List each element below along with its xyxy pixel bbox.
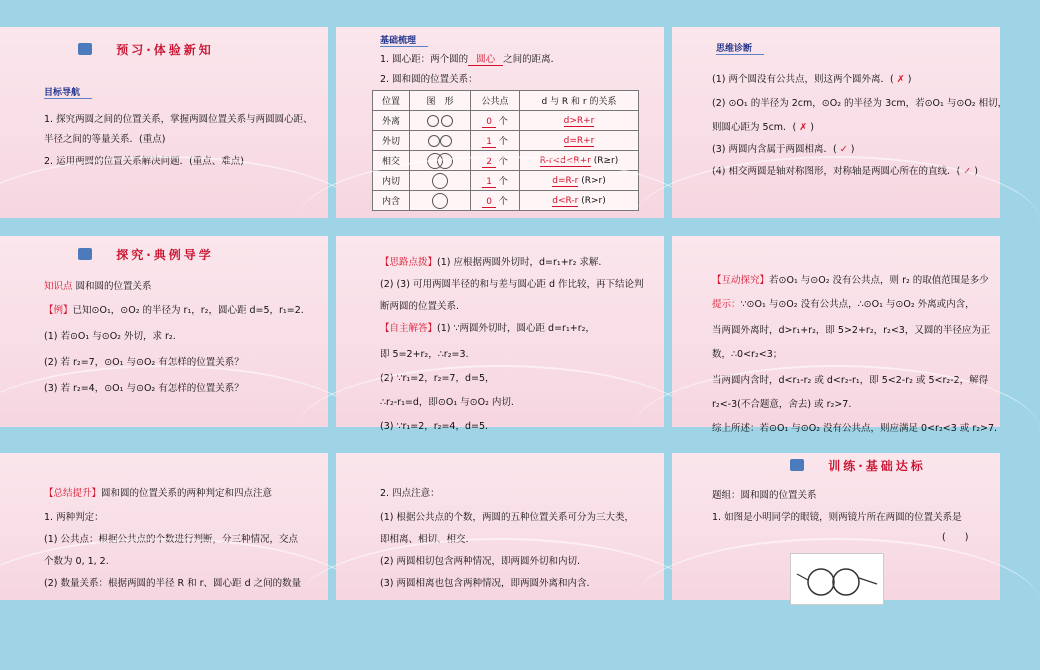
check-mark-icon: ✓ — [963, 166, 972, 177]
slide-basic-review — [336, 27, 664, 218]
text-part: 圆和圆的位置关系的两种判定和四点注意 — [101, 488, 273, 499]
answer-label: 【自主解答】 — [380, 323, 438, 334]
table-cell — [471, 171, 520, 191]
text-line: 当两圆内含时，d<r₁-r₂ 或 d<r₂-r₁，即 5<2-r₂ 或 5<r₂-2，解得 — [712, 375, 989, 386]
figure-external-tangent-icon — [410, 131, 471, 151]
table-cell — [520, 171, 639, 191]
answer-blank: 1 — [482, 137, 496, 148]
text-part: (4) 相交两圆是轴对称图形，对称轴是两圆心所在的直线．( — [712, 166, 961, 177]
text-line — [44, 487, 272, 501]
table-cell: 外切 — [373, 131, 410, 151]
table-cell — [520, 191, 639, 211]
answer-blank: 2 — [482, 157, 496, 168]
slide-banner: 训练·基础达标 — [802, 457, 952, 475]
text-line: 2. 圆和圆的位置关系： — [380, 74, 478, 85]
interactive-label: 【互动探究】 — [712, 275, 770, 286]
slide-banner: 探究·典例导学 — [90, 246, 240, 264]
table-row — [373, 191, 639, 211]
basic-review-tag: 基础梳理 — [380, 33, 428, 47]
text-part: 若⊙O₁ 与⊙O₂ 没有公共点，则 r₂ 的取值范围是多少 — [769, 275, 989, 286]
condition: (R>r) — [581, 175, 606, 186]
text-line: (1) 若⊙O₁ 与⊙O₂ 外切，求 r₂. — [44, 331, 176, 342]
glasses-picture — [790, 553, 884, 605]
text-line — [712, 165, 978, 179]
text-line: 即 5=2+r₂，∴r₂=3. — [380, 349, 469, 360]
table-cell: 外离 — [373, 111, 410, 131]
text-line — [44, 280, 152, 294]
hint-label: 提示： — [712, 299, 741, 310]
table-cell — [520, 151, 639, 171]
unit: 个 — [498, 137, 508, 147]
text-line: 半径之间的等量关系．(重点) — [44, 134, 166, 145]
text-line: (2) ⊙O₁ 的半径为 2cm，⊙O₂ 的半径为 3cm，若⊙O₁ 与⊙O₂ 相切， — [712, 98, 1008, 109]
text-part: 圆和圆的位置关系 — [75, 281, 152, 292]
text-line: (2) 数量关系：根据两圆的半径 R 和 r、圆心距 d 之间的数量 — [44, 578, 302, 589]
answer-blank: 0 — [482, 117, 496, 128]
table-cell: 内含 — [373, 191, 410, 211]
text-line: (1) 根据公共点的个数，两圆的五种位置关系可分为三大类， — [380, 512, 634, 523]
text-part: ) — [810, 122, 814, 133]
slide-banner: 预习·体验新知 — [90, 41, 240, 59]
text-line: (1) 公共点：根据公共点的个数进行判断，分三种情况，交点 — [44, 534, 298, 545]
text-line: 个数为 0, 1, 2. — [44, 556, 109, 567]
table-cell — [471, 191, 520, 211]
answer-blank: d<R-r — [552, 195, 579, 206]
answer-blank: R-r<d<R+r — [539, 155, 591, 166]
text-part: ) — [907, 74, 912, 85]
text-line: 当两圆外离时，d>r₁+r₂，即 5>2+r₂，r₂<3，又圆的半径应为正 — [712, 325, 991, 336]
text-line: ∴r₂-r₁=d，即⊙O₁ 与⊙O₂ 内切. — [380, 397, 514, 408]
table-row — [373, 131, 639, 151]
text-part: ∵⊙O₁ 与⊙O₂ 没有公共点，∴⊙O₁ 与⊙O₂ 外离或内含， — [740, 299, 975, 310]
figure-internal-tangent-icon — [410, 171, 471, 191]
table-header: 位置 — [373, 91, 410, 111]
position-table — [372, 90, 639, 211]
text-line: 综上所述：若⊙O₁ 与⊙O₂ 没有公共点，则应满足 0<r₂<3 或 r₂>7. — [712, 423, 998, 434]
unit: 个 — [498, 117, 508, 127]
unit: 个 — [498, 197, 508, 207]
cross-mark-icon: ✗ — [799, 122, 808, 133]
diagnosis-tag: 思维诊断 — [716, 41, 764, 55]
table-header-row — [373, 91, 639, 111]
text-part: (3) 两圆内含属于两圆相离．( — [712, 144, 837, 155]
text-line: 即相离、相切、相交. — [380, 534, 469, 545]
text-line — [380, 256, 601, 270]
table-cell — [520, 111, 639, 131]
text-part: (1) ∵两圆外切时，圆心距 d=r₁+r₂， — [437, 323, 595, 334]
knowledge-label: 知识点 — [44, 281, 73, 292]
glasses-icon — [791, 554, 883, 604]
condition: (R≥r) — [593, 155, 619, 166]
text-line: (2) ∵r₁=2，r₂=7，d=5， — [380, 373, 495, 384]
answer-blank: d>R+r — [563, 115, 595, 126]
text-part: (1) 应根据两圆外切时，d=r₁+r₂ 求解. — [437, 257, 602, 268]
text-line: 题组：圆和圆的位置关系 — [712, 490, 817, 501]
text-line: 1. 探究两圆之间的位置关系，掌握两圆位置关系与两圆圆心距、 — [44, 114, 313, 125]
text-part: ) — [974, 166, 978, 177]
example-label: 【例】 — [44, 305, 73, 316]
text-line: (3) 若 r₂=4，⊙O₁ 与⊙O₂ 有怎样的位置关系？ — [44, 383, 244, 394]
slide-interactive — [672, 236, 1000, 434]
answer-blank: 0 — [482, 197, 496, 208]
figure-contained-icon — [410, 191, 471, 211]
summary-label: 【总结提升】 — [44, 488, 102, 499]
slide-training — [672, 453, 1000, 600]
unit: 个 — [498, 177, 508, 187]
text-part: (1) 两个圆没有公共点，则这两个圆外离．( — [712, 74, 894, 85]
slide-solution — [336, 236, 664, 432]
table-row — [373, 111, 639, 131]
text-line: 断两圆的位置关系. — [380, 301, 460, 312]
slide-preview — [0, 27, 328, 218]
text-line — [380, 53, 560, 67]
cross-mark-icon: ✗ — [896, 74, 905, 85]
text-line: 数，∴0<r₂<3； — [712, 349, 783, 360]
unit: 个 — [498, 157, 508, 167]
text-part: 1. 圆心距：两个圆的 — [380, 54, 469, 65]
table-cell: 相交 — [373, 151, 410, 171]
text-line — [712, 73, 911, 87]
table-header: 图 形 — [410, 91, 471, 111]
table-row — [373, 151, 639, 171]
text-line: r₂<-3(不合题意，舍去) 或 r₂>7. — [712, 399, 852, 410]
table-row — [373, 171, 639, 191]
answer-blank: d=R+r — [563, 135, 595, 146]
answer-parenthesis: ( ) — [942, 532, 969, 543]
answer-blank: d=R-r — [552, 175, 579, 186]
text-line: 1. 两种判定： — [44, 512, 104, 523]
figure-separate-icon — [410, 111, 471, 131]
text-line — [712, 298, 975, 312]
table-cell — [471, 111, 520, 131]
slide-summary — [0, 453, 328, 600]
text-line — [712, 121, 814, 135]
table-cell: 内切 — [373, 171, 410, 191]
text-line — [712, 274, 989, 288]
check-mark-icon: ✓ — [839, 144, 848, 155]
text-line: (2) (3) 可用两圆半径的和与差与圆心距 d 作比较，再下结论判 — [380, 279, 644, 290]
text-part: 则圆心距为 5cm．( — [712, 122, 797, 133]
text-line: (2) 若 r₂=7，⊙O₁ 与⊙O₂ 有怎样的位置关系？ — [44, 357, 244, 368]
text-line — [712, 143, 854, 157]
text-line: 2. 运用两圆的位置关系解决问题．(重点、难点) — [44, 156, 244, 167]
table-header: d 与 R 和 r 的关系 — [520, 91, 639, 111]
table-header: 公共点 — [471, 91, 520, 111]
hint-label: 【思路点拨】 — [380, 257, 438, 268]
table-cell — [471, 131, 520, 151]
condition: (R>r) — [581, 195, 606, 206]
target-nav-tag: 目标导航 — [44, 85, 92, 99]
text-part: 已知⊙O₁，⊙O₂ 的半径为 r₁，r₂，圆心距 d=5，r₁=2. — [72, 305, 304, 316]
table-cell — [520, 131, 639, 151]
text-line — [44, 304, 304, 318]
answer-blank: 1 — [482, 177, 496, 188]
answer-blank: 圆心 — [468, 54, 503, 66]
slide-explore — [0, 236, 328, 427]
text-line: (3) 两圆相离也包含两种情况，即两圆外离和内含. — [380, 578, 590, 589]
text-part: ) — [850, 144, 855, 155]
text-line: (2) 两圆相切包含两种情况，即两圆外切和内切. — [380, 556, 580, 567]
text-line: 1. 如图是小明同学的眼镜，则两镜片所在两圆的位置关系是 — [712, 512, 962, 523]
text-line: (3) ∵r₁=2，r₂=4，d=5. — [380, 421, 489, 432]
text-line: 2. 四点注意： — [380, 488, 440, 499]
text-part: 之间的距离． — [503, 54, 561, 65]
slide-diagnosis — [672, 27, 1008, 218]
figure-intersect-icon — [410, 151, 471, 171]
slide-notes — [336, 453, 664, 600]
table-cell — [471, 151, 520, 171]
text-line — [380, 322, 595, 336]
